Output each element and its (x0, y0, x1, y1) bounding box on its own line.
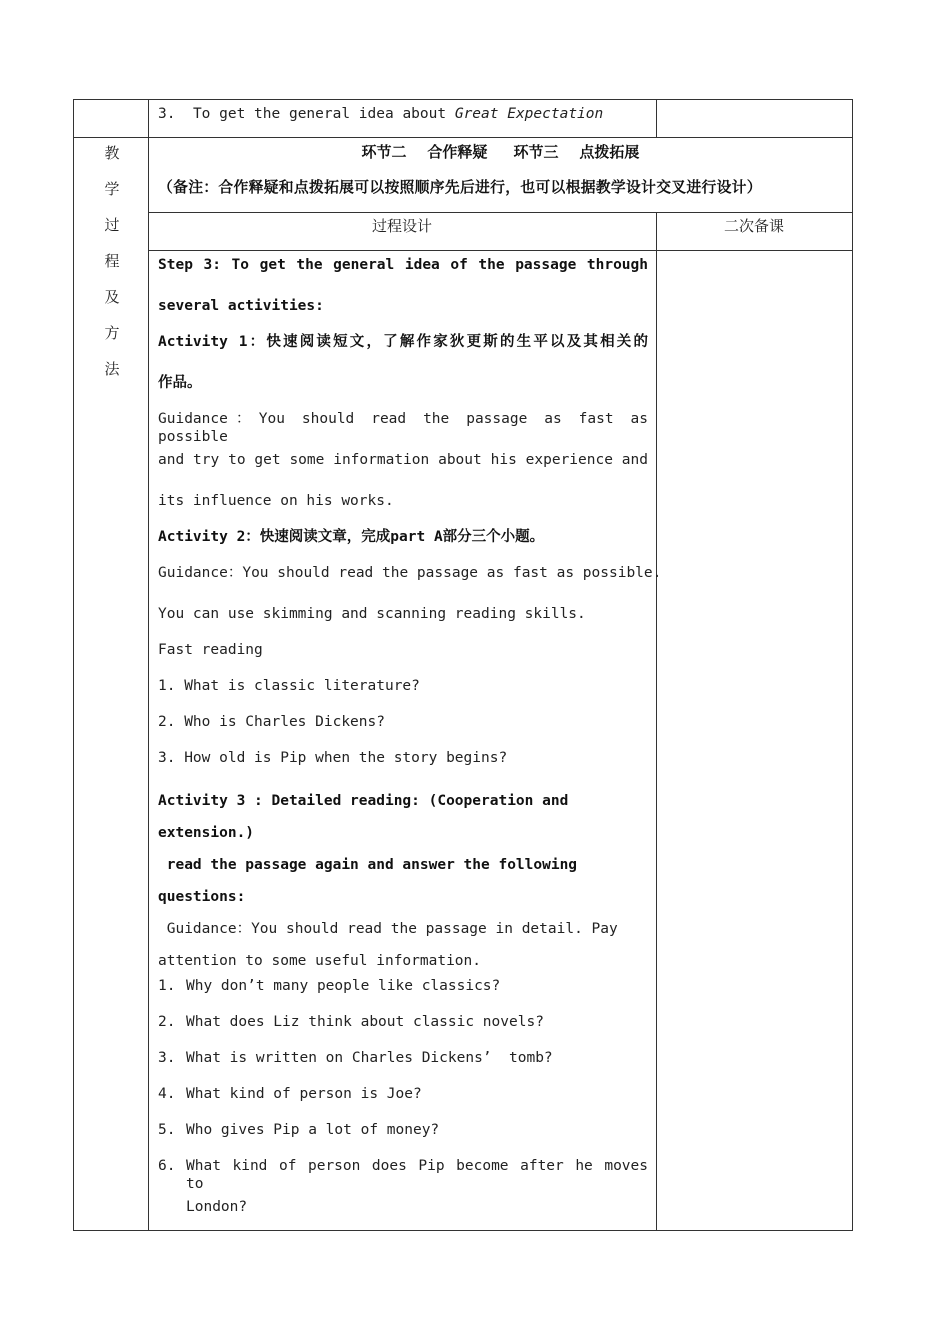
table-border-bottom (73, 1230, 853, 1231)
step3-line1: Step 3: To get the general idea of the passage through (158, 257, 648, 273)
fast-question-2: 2. Who is Charles Dickens? (158, 714, 385, 730)
detail-question-1-text: Why don’t many people like classics? (186, 978, 501, 994)
detail-question-3: 3. (158, 1050, 176, 1066)
activity3-line2: extension.) (158, 825, 255, 841)
table-row-divider-3 (148, 250, 853, 251)
top-row-text (158, 105, 603, 123)
detail-question-5: 5. (158, 1122, 176, 1138)
guidance2-line2: You can use skimming and scanning reading skills. (158, 606, 586, 622)
detail-question-2-text: What does Liz think about classic novels? (186, 1014, 544, 1030)
guidance1-line3: its influence on his works. (158, 493, 394, 509)
detail-question-4: 4. (158, 1086, 176, 1102)
table-row-divider-1 (73, 137, 853, 138)
guidance1-line1: Guidance：You should read the passage as fast as possible (158, 411, 648, 445)
column-header-second: 二次备课 (723, 217, 784, 235)
detail-question-5-text: Who gives Pip a lot of money? (186, 1122, 440, 1138)
side-char-6: 方 (104, 324, 120, 342)
detail-question-2: 2. (158, 1014, 176, 1030)
side-char-7: 法 (104, 360, 120, 378)
fast-question-3: 3. How old is Pip when the story begins? (158, 750, 508, 766)
read-again-line2: questions: (158, 889, 246, 905)
activity2: Activity 2：快速阅读文章，完成part A部分三个小题。 (158, 529, 545, 545)
table-row-divider-2 (148, 212, 853, 213)
column-header-process: 过程设计 (371, 217, 432, 235)
side-char-3: 过 (104, 216, 120, 234)
section-title: 环节二 合作释疑 环节三 点拨拓展 (361, 143, 640, 161)
read-again-line1: read the passage again and answer the following (158, 857, 578, 873)
table-border-right (852, 99, 853, 1231)
section-note: （备注：合作释疑和点拨拓展可以按照顺序先后进行，也可以根据教学设计交叉进行设计） (158, 179, 762, 196)
side-char-4: 程 (104, 252, 120, 270)
detail-question-1: 1. (158, 978, 176, 994)
step3-line2: several activities: (158, 298, 324, 314)
detail-question-6-text: What kind of person does Pip become after he moves to (186, 1158, 648, 1192)
top-row-number: 3. (158, 106, 176, 122)
table-col-divider-1 (148, 99, 149, 1231)
guidance3-line1: Guidance：You should read the passage in detail. Pay (158, 921, 618, 937)
table-border-left (73, 99, 74, 1231)
activity1-line1: Activity 1：快速阅读短文，了解作家狄更斯的生平以及其相关的 (158, 334, 648, 350)
table-border-top (73, 99, 853, 100)
activity1-line2: 作品。 (158, 375, 202, 391)
detail-question-3-text: What is written on Charles Dickens’ tomb? (186, 1050, 553, 1066)
side-char-5: 及 (104, 288, 120, 306)
detail-question-6-line2: London? (186, 1199, 248, 1215)
table-col-divider-2a (656, 99, 657, 137)
detail-question-4-text: What kind of person is Joe? (186, 1086, 422, 1102)
table-col-divider-2b (656, 212, 657, 1231)
side-char-1: 教 (104, 144, 120, 162)
guidance1-line2: and try to get some information about his experience and (158, 452, 648, 468)
guidance2-line1: Guidance：You should read the passage as fast as possible. (158, 565, 662, 581)
guidance3-line2: attention to some useful information. (158, 953, 482, 969)
fast-reading-heading: Fast reading (158, 642, 263, 658)
detail-question-6: 6. (158, 1158, 176, 1174)
top-row-italic-title: Great Expectation (454, 106, 604, 122)
top-row-body: To get the general idea about (192, 106, 447, 122)
activity3-line1: Activity 3 : Detailed reading: (Cooperation and (158, 793, 569, 809)
fast-question-1: 1. What is classic literature? (158, 678, 420, 694)
side-char-2: 学 (104, 180, 120, 198)
